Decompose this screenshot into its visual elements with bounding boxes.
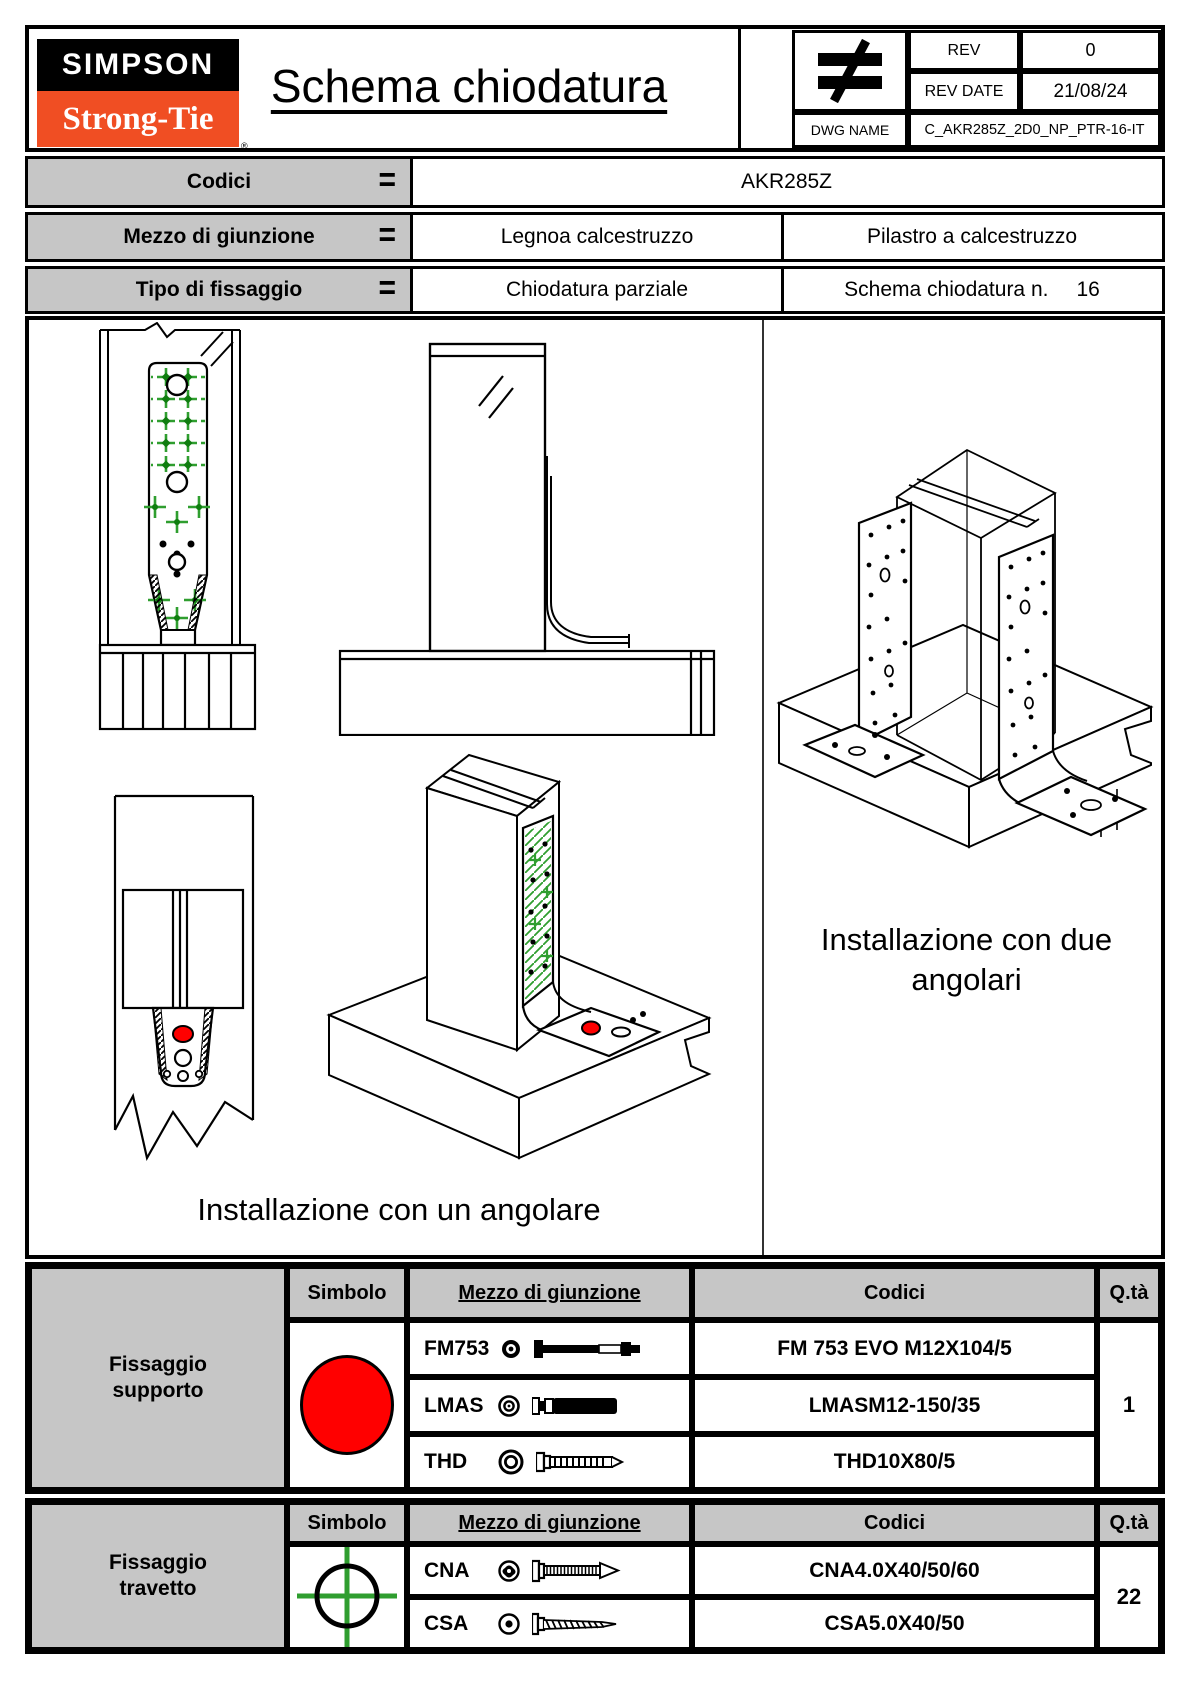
green-crosshair-icon: [291, 1547, 403, 1647]
row-thd-mezzo: [407, 1434, 692, 1490]
fm753-washer-icon: [500, 1338, 522, 1360]
row-csa-code: CSA5.0X40/50: [692, 1597, 1097, 1650]
mezzo-value-right: Pilastro a calcestruzzo: [866, 225, 1078, 248]
equals-sign: =: [378, 216, 396, 255]
logo-line1: SIMPSON: [61, 48, 215, 81]
not-equal-icon: [808, 39, 892, 103]
logo-line2: Strong-Tie: [62, 100, 214, 137]
header-codici: Codici: [692, 1266, 1097, 1320]
info-label: [28, 269, 413, 311]
info-label-text: Tipo di fissaggio: [135, 278, 303, 301]
row-csa-mezzo: [407, 1597, 692, 1650]
row-lmas-code: LMASM12-150/35: [692, 1377, 1097, 1434]
rev-date-label: REV DATE: [908, 71, 1020, 112]
thd-screw-icon: [536, 1449, 632, 1475]
header-mezzo: Mezzo di giunzione: [407, 1266, 692, 1320]
iso-double-bracket-drawing: [771, 435, 1159, 920]
table-fissaggio-supporto: [25, 1262, 1165, 1494]
csa-screw-icon: [532, 1611, 628, 1637]
info-row-fissaggio: [25, 266, 1165, 314]
lmas-anchor-icon: [532, 1393, 628, 1419]
thd-washer-icon: [497, 1448, 525, 1476]
fastener-name: CNA: [424, 1558, 470, 1582]
csa-head-icon: [497, 1612, 521, 1636]
panel-divider: [762, 320, 764, 1255]
fastener-name: CSA: [424, 1611, 469, 1635]
group-label-cell: [29, 1266, 287, 1490]
lmas-washer-icon: [497, 1394, 521, 1418]
qty-cell: 1: [1097, 1320, 1161, 1490]
fastener-name: LMAS: [424, 1393, 484, 1417]
mezzo-value-left: Legnoa calcestruzzo: [413, 215, 784, 259]
info-label: [28, 159, 413, 205]
dwg-name-label: DWG NAME: [792, 112, 908, 148]
header-mezzo: Mezzo di giunzione: [407, 1502, 692, 1544]
codici-value: AKR285Z: [740, 170, 833, 193]
fastener-name: FM753: [424, 1336, 490, 1360]
front-view-drawing: [89, 322, 274, 732]
header-qty: Q.tà: [1097, 1266, 1161, 1320]
info-label-text: Mezzo di giunzione: [123, 225, 315, 248]
bottom-view-drawing: [113, 790, 255, 1176]
header-simbolo: Simbolo: [287, 1502, 407, 1544]
caption-line1: Installazione con due: [820, 922, 1113, 957]
info-label-text: Codici: [186, 170, 252, 193]
iso-single-bracket-drawing: [309, 720, 729, 1190]
cna-head-icon: [497, 1559, 521, 1583]
fissaggio-value-left: Chiodatura parziale: [413, 269, 784, 311]
drawing-area: [25, 316, 1165, 1259]
row-fm753-code: FM 753 EVO M12X104/5: [692, 1320, 1097, 1377]
row-cna-mezzo: [407, 1544, 692, 1597]
rev-label: REV: [908, 30, 1020, 71]
caption-double-bracket: [774, 920, 1159, 1000]
table-fissaggio-travetto: [25, 1498, 1165, 1654]
fissaggio-value-right: [784, 269, 1160, 311]
info-row-mezzo: [25, 212, 1165, 262]
header-qty: Q.tà: [1097, 1502, 1161, 1544]
caption-line2: angolari: [911, 962, 1022, 997]
group-label-cell: [29, 1502, 287, 1650]
schema-n-value: 16: [1076, 278, 1100, 301]
group-label-line1: Fissaggio: [108, 1353, 208, 1376]
row-thd-code: THD10X80/5: [692, 1434, 1097, 1490]
red-circle-icon: [300, 1355, 394, 1455]
header-divider: [738, 29, 741, 148]
header-simbolo: Simbolo: [287, 1266, 407, 1320]
symbol-cell: [287, 1320, 407, 1490]
registered-mark: ®: [241, 141, 248, 151]
fm753-anchor-bolt-icon: [533, 1337, 645, 1361]
side-view-drawing: [329, 336, 724, 736]
equals-sign: =: [378, 161, 396, 200]
title-block: [25, 25, 1165, 152]
group-label-line1: Fissaggio: [108, 1551, 208, 1574]
fastener-name: THD: [424, 1450, 468, 1473]
header-codici: Codici: [692, 1502, 1097, 1544]
not-equal-cell: [792, 30, 908, 112]
info-label: [28, 215, 413, 259]
rev-value: 0: [1020, 30, 1161, 71]
row-lmas-mezzo: [407, 1377, 692, 1434]
row-fm753-mezzo: [407, 1320, 692, 1377]
rev-date-value: 21/08/24: [1020, 71, 1161, 112]
page-title: Schema chiodatura: [270, 60, 668, 112]
group-label-line2: supporto: [112, 1379, 204, 1402]
caption-single-bracket: Installazione con un angolare: [197, 1192, 601, 1227]
dwg-name-value: C_AKR285Z_2D0_NP_PTR-16-IT: [908, 112, 1161, 148]
cna-nail-icon: [532, 1558, 628, 1584]
symbol-cell: [287, 1544, 407, 1650]
group-label-line2: travetto: [119, 1577, 197, 1600]
qty-cell: 22: [1097, 1544, 1161, 1650]
row-cna-code: CNA4.0X40/50/60: [692, 1544, 1097, 1597]
schema-n-label: Schema chiodatura n.: [844, 278, 1049, 301]
equals-sign: =: [378, 269, 396, 308]
info-row-codici: [25, 156, 1165, 208]
